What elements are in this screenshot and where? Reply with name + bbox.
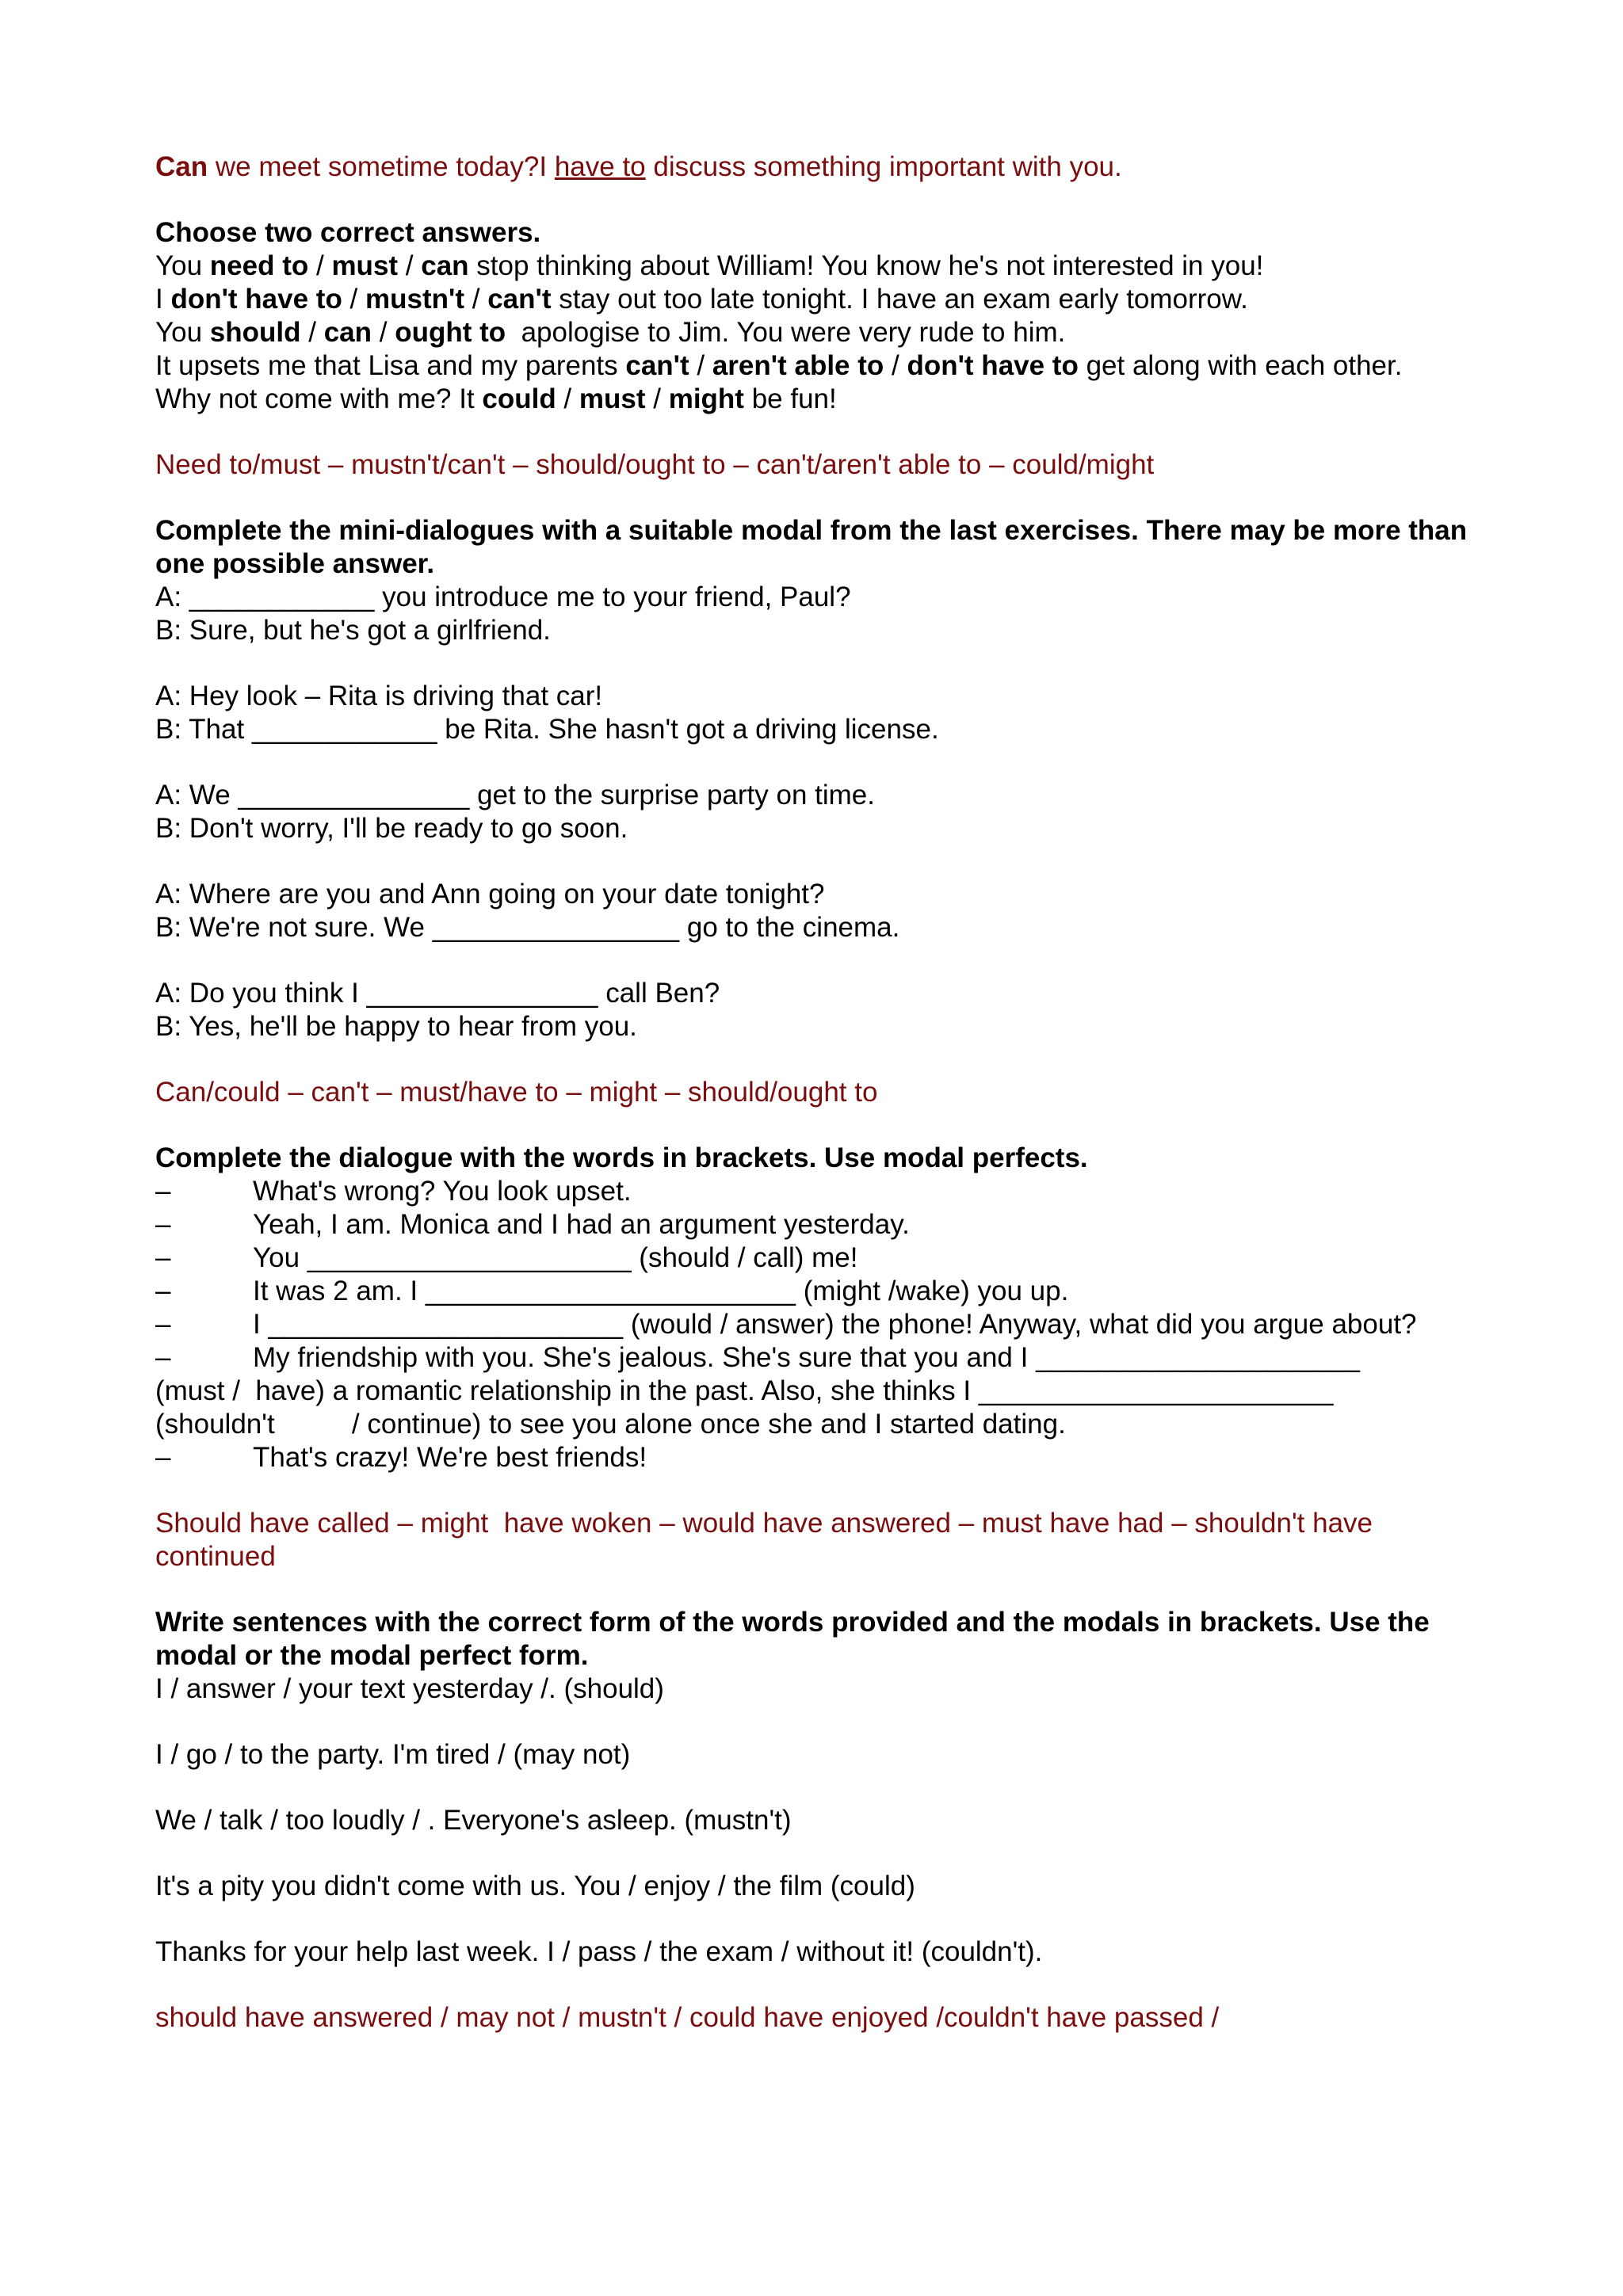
ex3-line: – You _____________________ (should / call) me! xyxy=(155,1242,858,1273)
ex2-dialogue-line: A: Where are you and Ann going on your date tonight? xyxy=(155,879,825,910)
ex3-line-continued: (must / have) a romantic relationship in the past. Also, she thinks I _______________________ xyxy=(155,1375,1334,1406)
ex4-question: Thanks for your help last week. I / pass / the exam / without it! (couldn't). xyxy=(155,1936,1043,1967)
ex2-heading: Complete the mini-dialogues with a suitable modal from the last exercises. There may be more than one possible answer. xyxy=(155,515,1468,579)
ex1-sentence-1: You need to / must / can stop thinking about William! You know he's not interested in you! xyxy=(155,250,1264,281)
ex1-heading: Choose two correct answers. xyxy=(155,217,541,248)
ex3-line-continued: (shouldn't / continue) to see you alone once she and I started dating. xyxy=(155,1409,1066,1440)
ex4-heading: Write sentences with the correct form of the words provided and the modals in brackets. Use the modal or the modal perfect form. xyxy=(155,1607,1430,1671)
ex3-line: – That's crazy! We're best friends! xyxy=(155,1442,647,1473)
ex3-answers: Should have called – might have woken – would have answered – must have had – shouldn't have continued xyxy=(155,1508,1381,1572)
ex2-dialogue-line: A: Do you think I _______________ call Ben? xyxy=(155,978,720,1009)
ex3-line: – What's wrong? You look upset. xyxy=(155,1176,632,1207)
ex1-sentence-3: You should / can / ought to apologise to Jim. You were very rude to him. xyxy=(155,317,1066,348)
ex2-dialogue-line: A: Hey look – Rita is driving that car! xyxy=(155,681,603,711)
ex4-question: We / talk / too loudly / . Everyone's asleep. (mustn't) xyxy=(155,1805,792,1836)
ex1-sentence-4: It upsets me that Lisa and my parents can't / aren't able to / don't have to get along with each other. xyxy=(155,350,1403,381)
intro-line: Can we meet sometime today?I have to discuss something important with you. xyxy=(155,151,1122,182)
ex4-question: It's a pity you didn't come with us. You / enjoy / the film (could) xyxy=(155,1871,915,1901)
ex1-sentence-5: Why not come with me? It could / must / might be fun! xyxy=(155,383,837,414)
ex1-answers: Need to/must – mustn't/can't – should/ought to – can't/aren't able to – could/might xyxy=(155,449,1155,480)
ex4-answers: should have answered / may not / mustn't / could have enjoyed /couldn't have passed / xyxy=(155,2002,1220,2033)
ex2-dialogue-line: A: ____________ you introduce me to your friend, Paul? xyxy=(155,582,851,612)
ex4-question: I / go / to the party. I'm tired / (may not) xyxy=(155,1739,631,1770)
worksheet-page xyxy=(155,151,1503,2035)
ex2-dialogue-line: B: Don't worry, I'll be ready to go soon. xyxy=(155,813,628,844)
ex1-sentence-2: I don't have to / mustn't / can't stay out too late tonight. I have an exam early tomorrow. xyxy=(155,284,1248,315)
ex2-dialogue-line: B: Yes, he'll be happy to hear from you. xyxy=(155,1011,637,1042)
ex3-heading: Complete the dialogue with the words in brackets. Use modal perfects. xyxy=(155,1142,1088,1173)
ex2-dialogue-line: B: That ____________ be Rita. She hasn't got a driving license. xyxy=(155,714,939,745)
intro-can: Can xyxy=(155,151,208,182)
ex3-line: – Yeah, I am. Monica and I had an argument yesterday. xyxy=(155,1209,910,1240)
ex2-answers: Can/could – can't – must/have to – might – should/ought to xyxy=(155,1077,878,1108)
ex2-dialogue-line: B: Sure, but he's got a girlfriend. xyxy=(155,615,551,646)
ex2-dialogue-line: B: We're not sure. We ________________ go to the cinema. xyxy=(155,912,900,943)
ex2-dialogue-line: A: We _______________ get to the surprise party on time. xyxy=(155,780,876,810)
ex3-line: – It was 2 am. I ________________________ (might /wake) you up. xyxy=(155,1276,1069,1306)
ex4-question: I / answer / your text yesterday /. (should) xyxy=(155,1673,664,1704)
ex3-line: – I _______________________ (would / answer) the phone! Anyway, what did you argue about? xyxy=(155,1309,1417,1340)
intro-have-to: have to xyxy=(554,151,646,182)
ex3-line: – My friendship with you. She's jealous. She's sure that you and I _____________________ xyxy=(155,1342,1360,1373)
